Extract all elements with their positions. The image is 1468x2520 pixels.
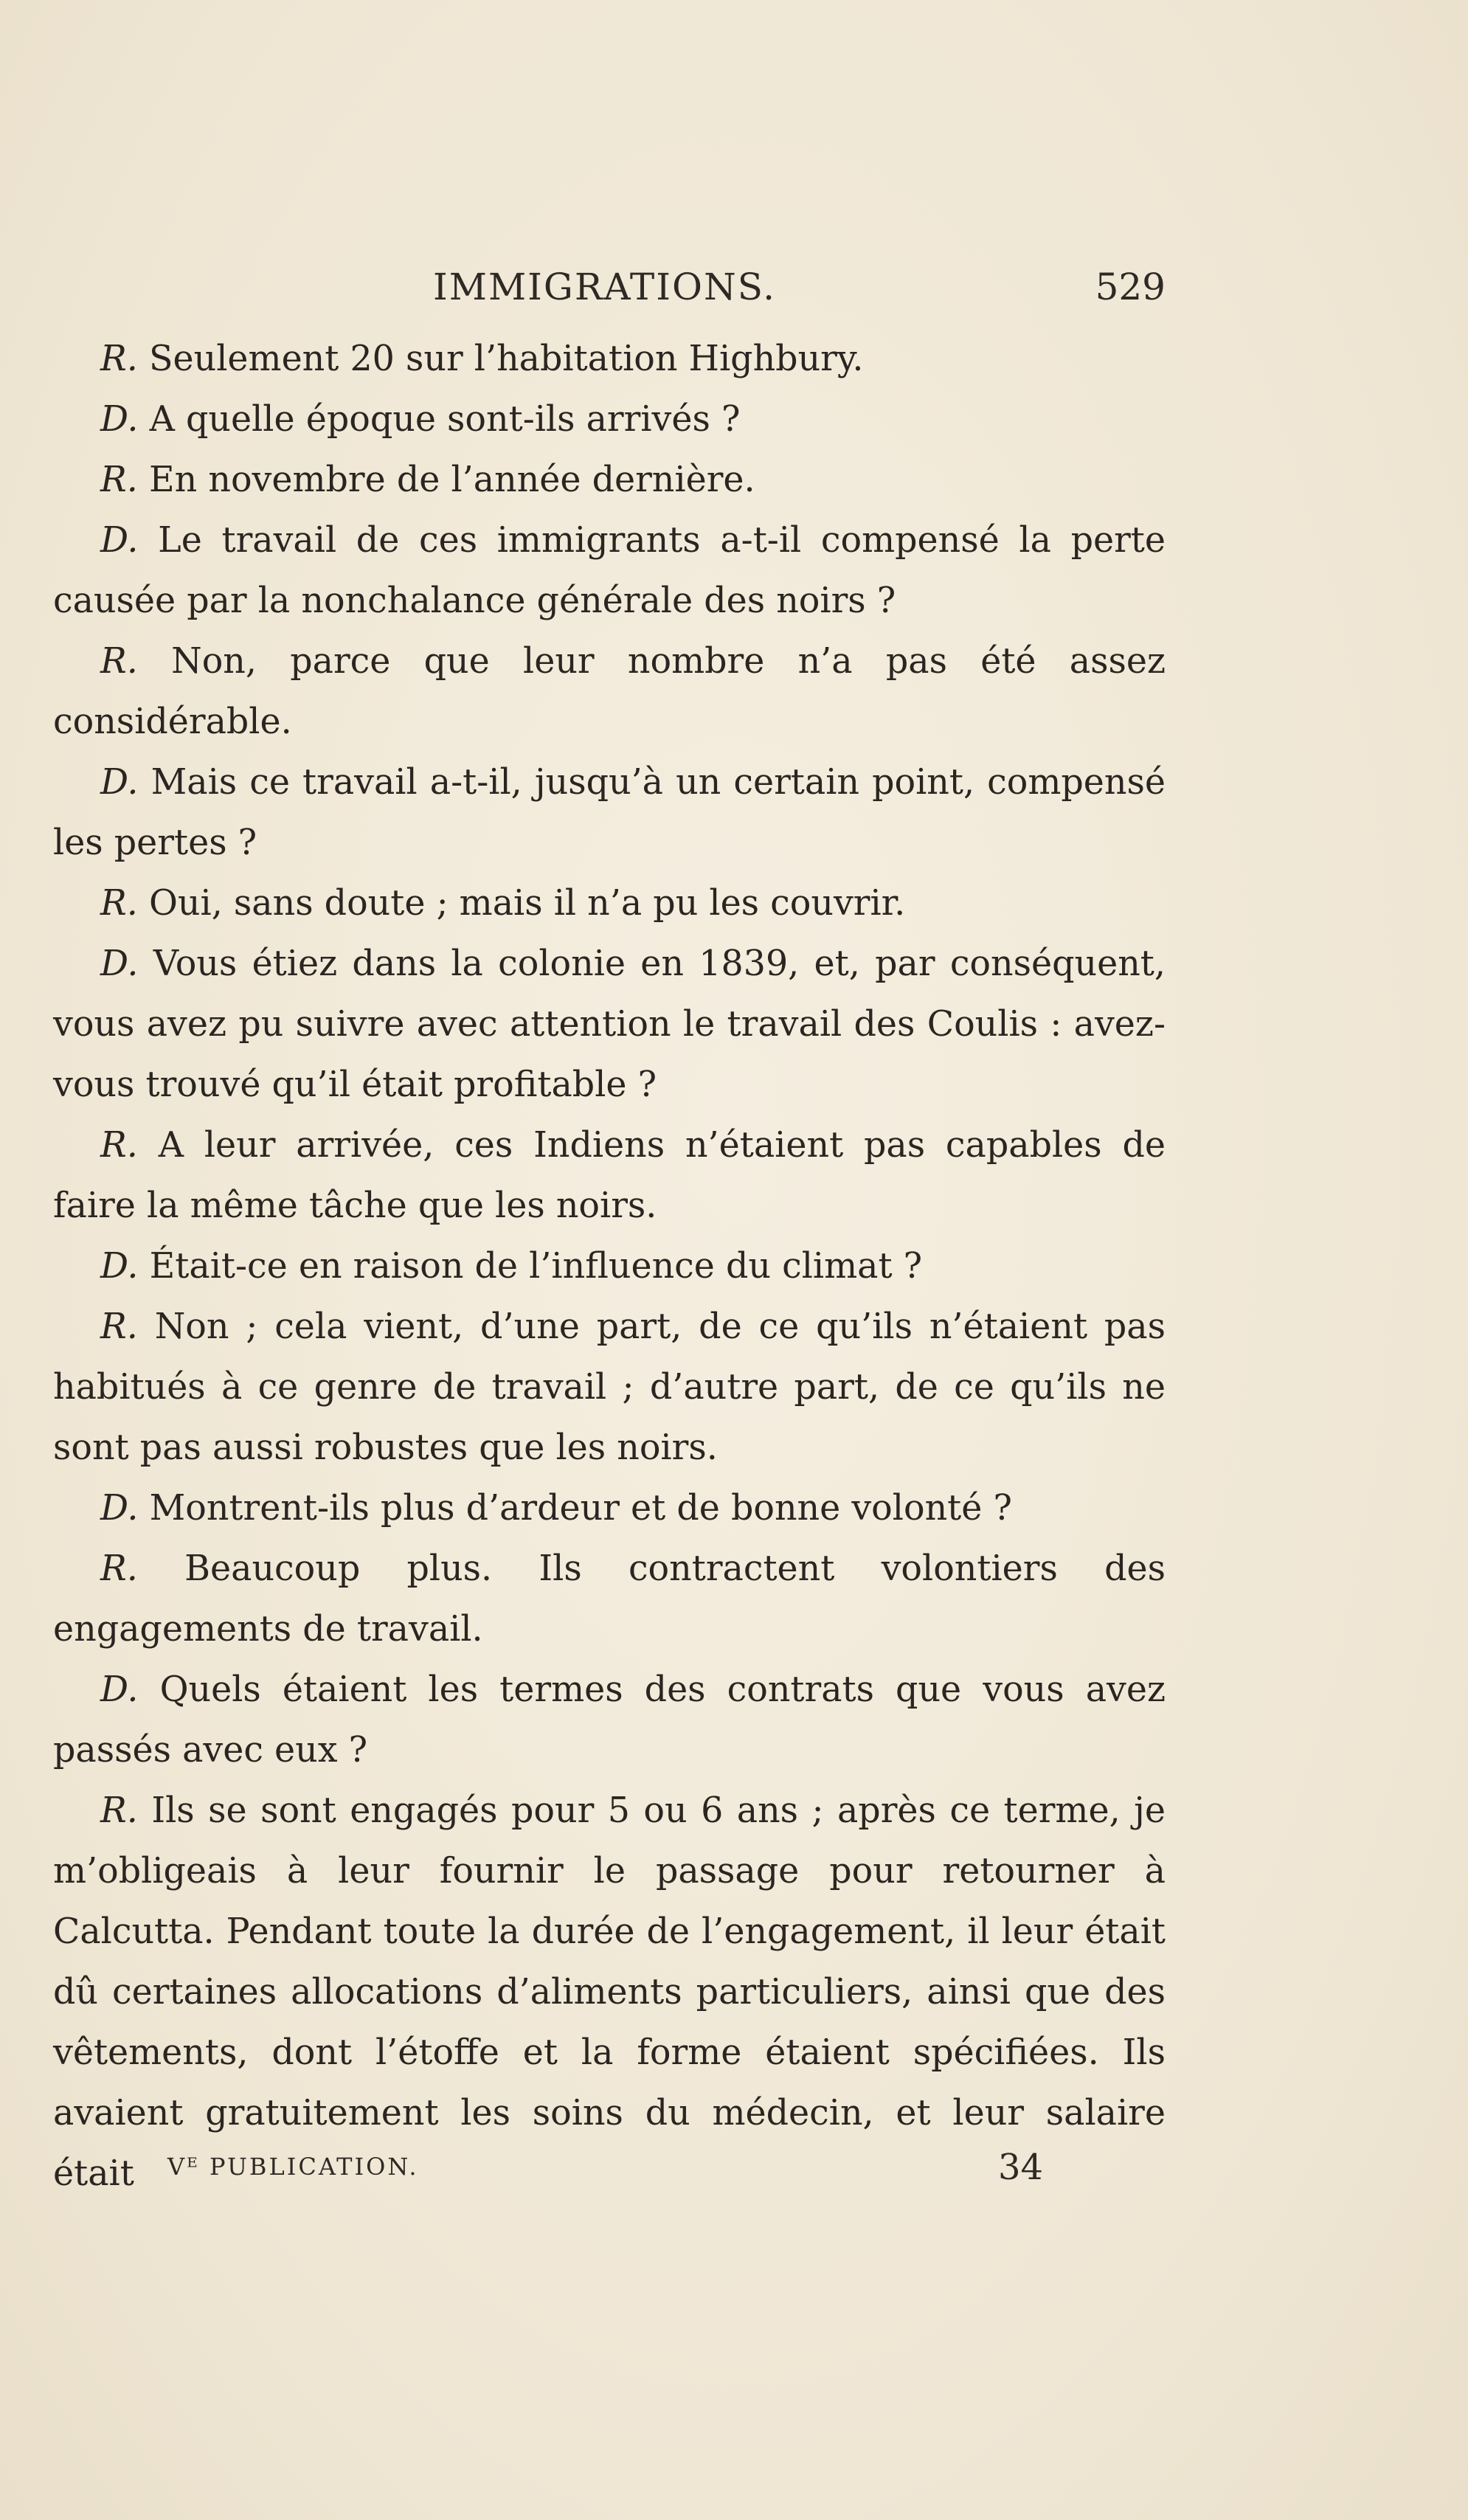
paragraph-text: Non, parce que leur nombre n’a pas été assez considérable. xyxy=(53,641,1166,742)
paragraph-text: Mais ce travail a-t-il, jusqu’à un certain point, compensé les pertes ? xyxy=(53,762,1166,863)
paragraph-text: Beaucoup plus. Ils contractent volontiers des engagements de travail. xyxy=(53,1548,1166,1650)
paragraph-text: Était-ce en raison de l’influence du climat ? xyxy=(149,1246,923,1287)
page-header xyxy=(53,266,1166,317)
dialogue-paragraph xyxy=(53,329,1166,390)
paragraph-text: Ils se sont engagés pour 5 ou 6 ans ; après ce terme, je m’obligeais à leur fournir le passage pour retourner à Calcutta. Pendant toute la durée de l’engagement, il leur était dû certaines allocations d’aliments particuliers, ainsi que des vêtements, dont l’étoffe et la forme étaient spécifiées. Ils avaient gratuitement les soins du médecin, et leur salaire était xyxy=(53,1790,1166,2194)
dialogue-paragraph xyxy=(53,934,1166,1115)
speaker-label: D. xyxy=(100,1488,139,1529)
speaker-label: R. xyxy=(100,1790,138,1831)
speaker-label: R. xyxy=(100,641,138,682)
paragraph-text: Vous étiez dans la colonie en 1839, et, par conséquent, vous avez pu suivre avec attention le travail des Coulis : avez-vous trouvé qu’il était profitable ? xyxy=(53,944,1166,1105)
signature-mark: Vᴱ PUBLICATION. xyxy=(167,2153,419,2181)
paragraph-text: A leur arrivée, ces Indiens n’étaient pas capables de faire la même tâche que les noirs. xyxy=(53,1125,1166,1226)
dialogue-paragraph xyxy=(53,1236,1166,1297)
paragraph-text: Montrent-ils plus d’ardeur et de bonne volonté ? xyxy=(149,1488,1012,1529)
dialogue-paragraph xyxy=(53,631,1166,752)
speaker-label: D. xyxy=(100,944,139,984)
paragraph-text: Seulement 20 sur l’habitation Highbury. xyxy=(148,339,864,379)
dialogue-paragraph xyxy=(53,1478,1166,1539)
dialogue-paragraph xyxy=(53,390,1166,450)
paragraph-text: Quels étaient les termes des contrats que vous avez passés avec eux ? xyxy=(53,1669,1166,1770)
dialogue-paragraph xyxy=(53,1781,1166,2204)
paragraph-text: A quelle époque sont-ils arrivés ? xyxy=(149,399,741,440)
speaker-label: R. xyxy=(100,339,138,379)
page-number: 529 xyxy=(1095,266,1166,308)
running-head: IMMIGRATIONS. xyxy=(433,266,777,308)
dialogue-paragraph xyxy=(53,873,1166,934)
page-footer xyxy=(53,2147,1166,2198)
speaker-label: D. xyxy=(100,762,139,803)
speaker-label: D. xyxy=(100,520,139,561)
dialogue-paragraph xyxy=(53,752,1166,873)
speaker-label: D. xyxy=(100,399,139,440)
speaker-label: R. xyxy=(100,883,138,924)
speaker-label: R. xyxy=(100,460,138,500)
speaker-label: D. xyxy=(100,1669,139,1710)
dialogue-paragraph xyxy=(53,1539,1166,1660)
dialogue-paragraph xyxy=(53,510,1166,631)
paragraph-text: Non ; cela vient, d’une part, de ce qu’ils n’étaient pas habitués à ce genre de travail ; d’autre part, de ce qu’ils ne sont pas aussi robustes que les noirs. xyxy=(53,1306,1166,1468)
speaker-label: D. xyxy=(100,1246,139,1287)
speaker-label: R. xyxy=(100,1125,138,1166)
sheet-number: 34 xyxy=(998,2147,1044,2188)
body-text xyxy=(53,329,1166,2204)
paragraph-text: En novembre de l’année dernière. xyxy=(148,460,755,500)
paragraph-text: Le travail de ces immigrants a-t-il compensé la perte causée par la nonchalance générale des noirs ? xyxy=(53,520,1166,621)
dialogue-paragraph xyxy=(53,450,1166,510)
speaker-label: R. xyxy=(100,1306,138,1347)
paragraph-text: Oui, sans doute ; mais il n’a pu les couvrir. xyxy=(148,883,906,924)
speaker-label: R. xyxy=(100,1548,138,1589)
dialogue-paragraph xyxy=(53,1660,1166,1781)
dialogue-paragraph xyxy=(53,1297,1166,1478)
dialogue-paragraph xyxy=(53,1115,1166,1236)
